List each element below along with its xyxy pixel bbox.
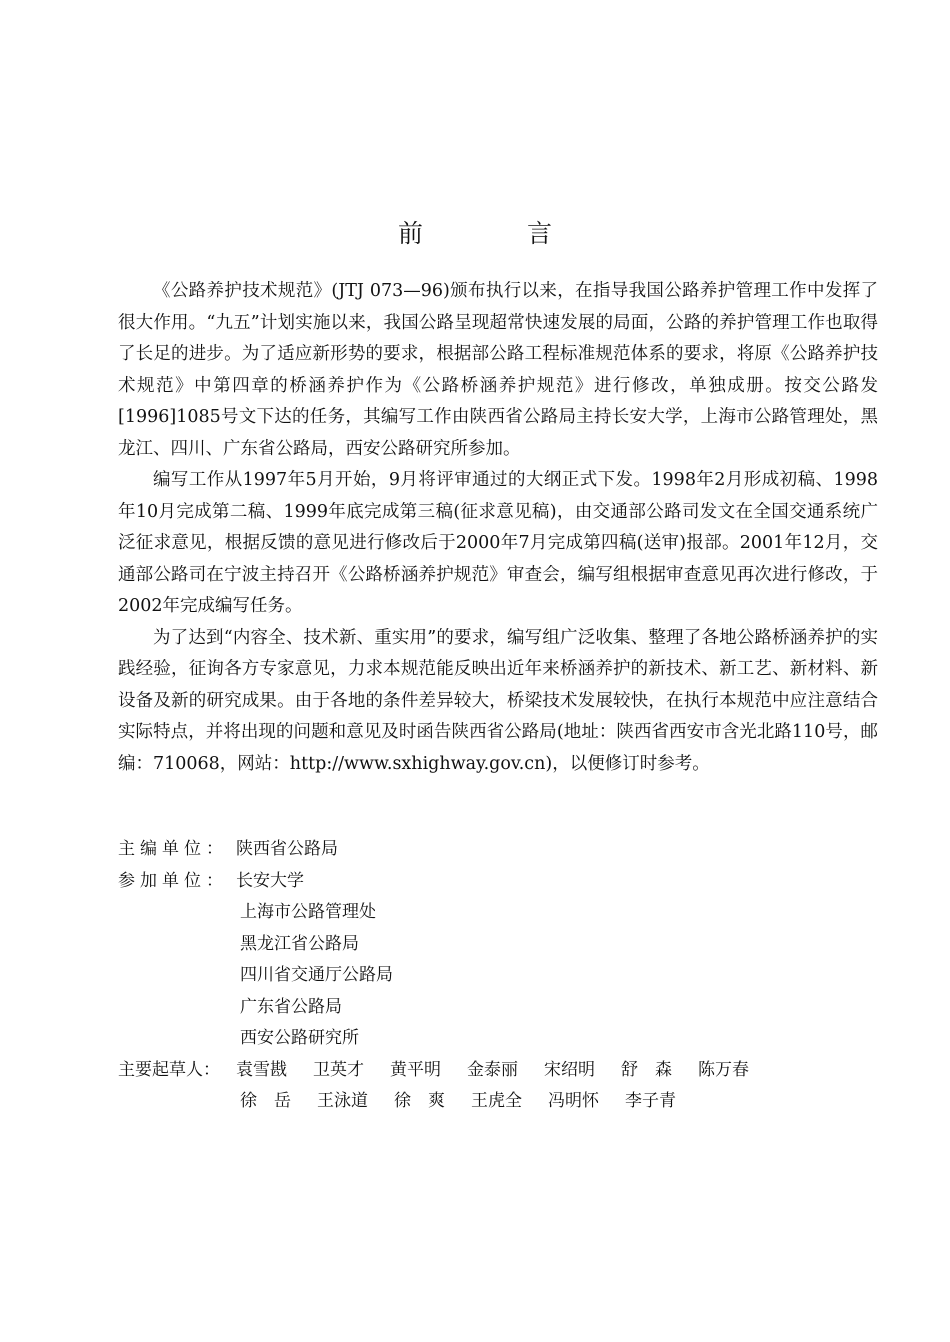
paragraph-2: 编写工作从1997年5月开始，9月将评审通过的大纲正式下发。1998年2月形成初稿、1998年10月完成第二稿、1999年底完成第三稿(征求意见稿)，由交通部公路司发文在全国交通系统广泛征求意见，根据反馈的意见进行修改后于2000年7月完成第四稿(送审)报部。2001年12月，交通部公路司在宁波主持召开《公路桥涵养护规范》审查会，编写组根据审查意见再次进行修改，于2002年完成编写任务。: [118, 470, 878, 616]
drafter-name: 徐 岳: [240, 1091, 291, 1111]
page-title: 前 言: [398, 219, 600, 248]
drafter-name: 舒 森: [621, 1059, 672, 1080]
paragraph-1: 《公路养护技术规范》(JTJ 073—96)颁布执行以来，在指导我国公路养护管理工作中发挥了很大作用。“九五”计划实施以来，我国公路呈现超常快速发展的局面，公路的养护管理工作也取得了长足的进步。为了适应新形势的要求，根据部公路工程标准规范体系的要求，将原《公路养护技术规范》中第四章的桥涵养护作为《公路桥涵养护规范》进行修改，单独成册。按交公路发[1996]1085号文下达的任务，其编写工作由陕西省公路局主持长安大学，上海市公路管理处，黑龙江、四川、广东省公路局，西安公路研究所参加。: [118, 281, 878, 459]
drafters-row-2: [118, 1086, 878, 1118]
drafter-name: 黄平明: [390, 1059, 441, 1080]
drafter-name: 金泰丽: [467, 1059, 518, 1080]
participant-row: [118, 866, 878, 898]
chief-unit-row: [118, 834, 878, 866]
paragraph-3: 为了达到“内容全、技术新、重实用”的要求，编写组广泛收集、整理了各地公路桥涵养护的实践经验，征询各方专家意见，力求本规范能反映出近年来桥涵养护的新技术、新工艺、新材料、新设备及新的研究成果。由于各地的条件差异较大，桥梁技术发展较快，在执行本规范中应注意结合实际特点，并将出现的问题和意见及时函告陕西省公路局(地址：陕西省西安市含光北路110号，邮编：710068，网站：http://www.sxhighway.gov.cn)，以便修订时参考。: [118, 627, 878, 774]
drafter-name: 李子青: [625, 1091, 676, 1111]
participant-unit: 西安公路研究所: [240, 1028, 359, 1048]
chief-unit-label: 主编单位：: [118, 839, 228, 859]
drafter-name: 陈万春: [698, 1059, 749, 1080]
drafter-name: 徐 爽: [394, 1091, 445, 1111]
drafter-name: 袁雪戡: [236, 1059, 287, 1080]
drafter-name: 王泳道: [317, 1091, 368, 1111]
participant-unit: 广东省公路局: [240, 996, 342, 1017]
drafter-name: 卫英才: [313, 1059, 364, 1080]
participant-unit: 四川省交通厅公路局: [240, 965, 393, 985]
chief-unit-value: 陕西省公路局: [236, 839, 338, 859]
preface-body: [118, 276, 878, 780]
drafters-list-2: [240, 1086, 676, 1118]
drafter-name: 宋绍明: [544, 1059, 595, 1080]
credits-section: [118, 834, 878, 1118]
drafters-row-1: [118, 1055, 878, 1087]
drafter-name: 王虎全: [471, 1091, 522, 1111]
drafters-list-1: [236, 1055, 749, 1087]
participant-label: 参加单位：: [118, 870, 228, 891]
participant-unit: 上海市公路管理处: [240, 902, 376, 922]
participant-unit: 长安大学: [236, 870, 304, 891]
drafter-name: 冯明怀: [548, 1091, 599, 1111]
participant-unit: 黑龙江省公路局: [240, 933, 359, 954]
drafters-label: 主要起草人：: [118, 1059, 220, 1080]
